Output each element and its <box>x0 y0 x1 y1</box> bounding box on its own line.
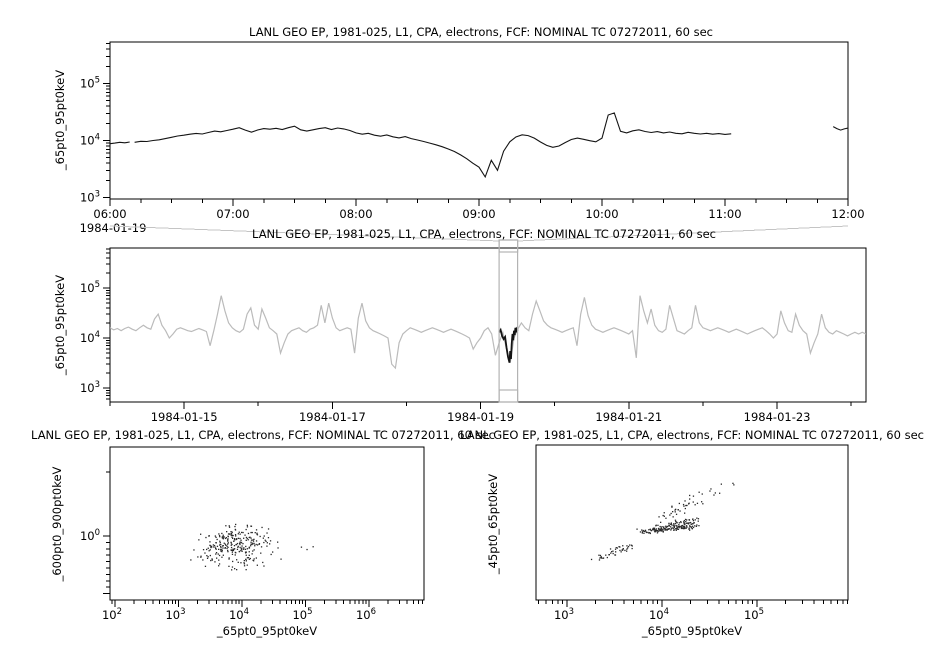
time-tick-label: 07:00 <box>216 207 250 221</box>
tick-label: $10^3$ <box>165 607 186 622</box>
tick-label: $10^5$ <box>743 607 764 622</box>
scatter-left-x-axis-label: _65pt0_95pt0keV <box>216 624 318 638</box>
tick-label: $10^6$ <box>355 607 376 622</box>
scatter-right-plot-area[interactable] <box>536 445 848 600</box>
tick-label: $10^3$ <box>79 380 100 395</box>
tick-label: $10^4$ <box>228 607 249 622</box>
scatter-left-y-axis-label: _600pt0_900pt0keV <box>50 466 64 582</box>
tick-label: $10^4$ <box>648 607 669 622</box>
scatter-left-plot-area[interactable] <box>110 447 424 600</box>
tick-label: $10^3$ <box>79 189 100 205</box>
tick-label: $10^0$ <box>79 528 100 543</box>
time-tick-label: 12:00 <box>831 207 865 221</box>
tick-label: $10^4$ <box>79 132 100 148</box>
date-tick-label: 1984-01-19 <box>447 410 515 424</box>
scatter-left-title: LANL GEO EP, 1981-025, L1, CPA, electrons, FCF: NOMINAL TC 07272011, 60 sec <box>31 428 495 442</box>
scatter-right-y-axis-label: _45pt0_65pt0keV <box>486 473 500 575</box>
tick-label: $10^3$ <box>553 607 574 622</box>
tick-label: $10^5$ <box>292 607 313 622</box>
tick-label: $10^5$ <box>79 75 100 91</box>
context-panel-plot-area[interactable] <box>110 248 866 402</box>
date-tick-label: 1984-01-15 <box>150 410 218 424</box>
time-tick-label: 10:00 <box>585 207 619 221</box>
date-tick-label: 1984-01-17 <box>298 410 366 424</box>
top-panel-plot-area[interactable] <box>110 42 848 199</box>
scatter-right-x-axis-label: _65pt0_95pt0keV <box>641 624 743 638</box>
context-panel-y-axis-label: _65pt0_95pt0keV <box>53 274 67 376</box>
date-context-label: 1984-01-19 <box>79 221 147 235</box>
time-tick-label: 09:00 <box>462 207 496 221</box>
scatter-right-title: LANL GEO EP, 1981-025, L1, CPA, electrons, FCF: NOMINAL TC 07272011, 60 sec <box>460 428 924 442</box>
top-panel-title: LANL GEO EP, 1981-025, L1, CPA, electrons, FCF: NOMINAL TC 07272011, 60 sec <box>249 25 713 39</box>
top-panel-y-axis-label: _65pt0_95pt0keV <box>53 69 67 171</box>
date-tick-label: 1984-01-21 <box>595 410 663 424</box>
tick-label: $10^2$ <box>101 607 122 622</box>
time-tick-label: 06:00 <box>93 207 127 221</box>
tick-label: $10^5$ <box>79 280 100 295</box>
time-tick-label: 08:00 <box>339 207 373 221</box>
time-tick-label: 11:00 <box>708 207 742 221</box>
tick-label: $10^4$ <box>79 330 100 345</box>
date-tick-label: 1984-01-23 <box>743 410 811 424</box>
context-panel-title: LANL GEO EP, 1981-025, L1, CPA, electrons, FCF: NOMINAL TC 07272011, 60 sec <box>252 227 716 241</box>
